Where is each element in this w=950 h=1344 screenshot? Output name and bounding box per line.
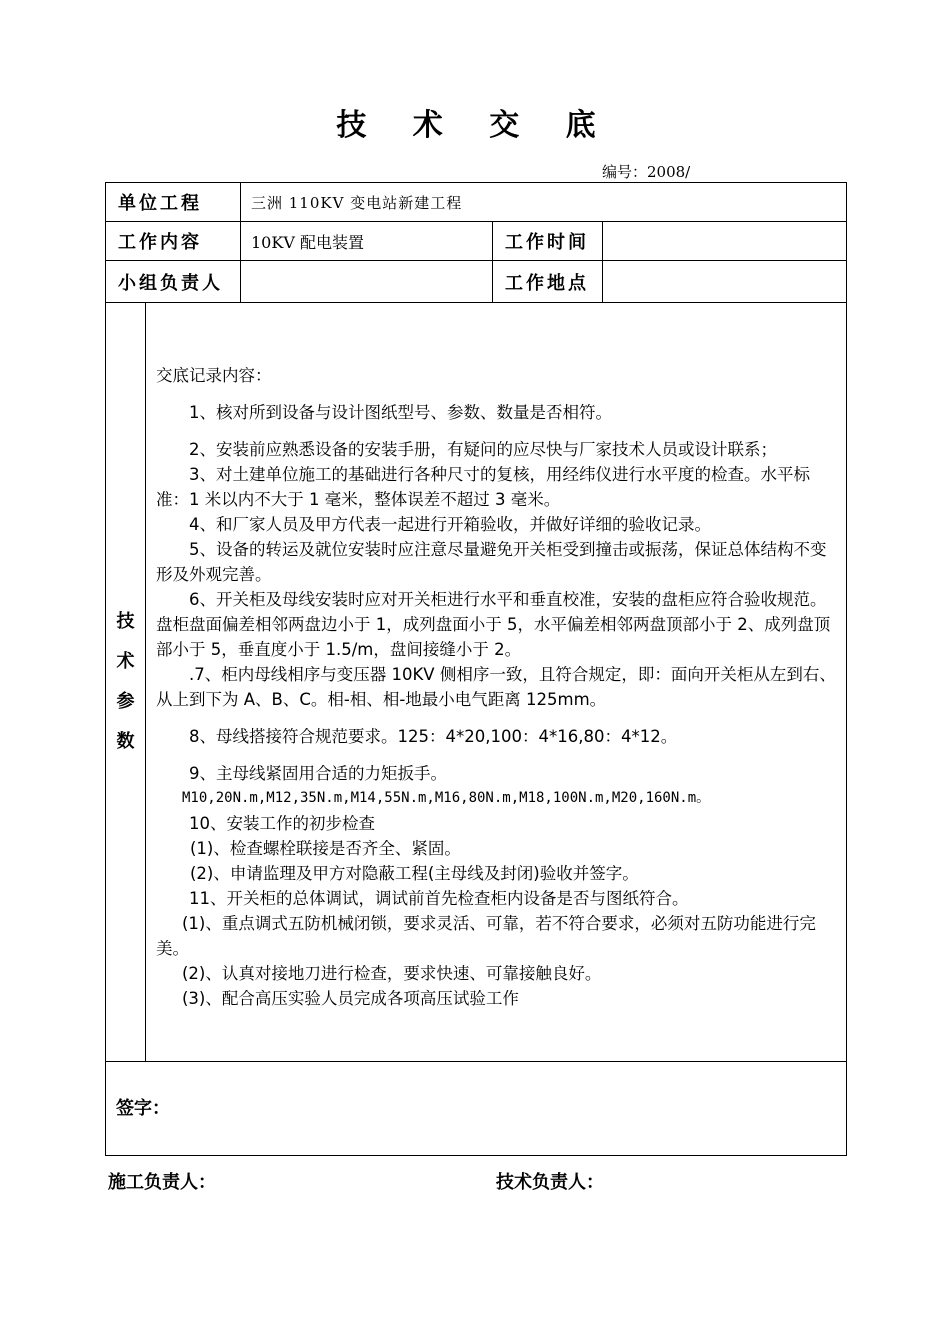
signature-row [106,1062,847,1156]
unit-row [106,183,847,222]
item-11-2: (2)、认真对接地刀进行检查，要求快速、可靠接触良好。 [182,964,602,983]
work-time-label: 工作时间 [493,222,603,261]
item-4: 4、和厂家人员及甲方代表一起进行开箱验收，并做好详细的验收记录。 [189,515,711,534]
unit-label: 单位工程 [106,183,241,222]
work-time-value [603,222,847,261]
item-6: 6、开关柜及母线安装时应对开关柜进行水平和垂直校准，安装的盘柜应符合验收规范。盘柜盘面偏差相邻两盘边小于 1，成列盘面小于 5，水平偏差相邻两盘顶部小于 2、成列盘顶部小于 5，垂直度小于 1.5/m，盘间接缝小于 2。 [156,590,831,659]
group-leader-row [106,261,847,303]
item-10-1: (1)、检查螺栓联接是否齐全、紧固。 [190,839,461,858]
item-11: 11、开关柜的总体调试，调试前首先检查柜内设备是否与图纸符合。 [189,889,689,908]
work-content-label: 工作内容 [106,222,241,261]
item-10-2: (2)、申请监理及甲方对隐蔽工程(主母线及封闭)验收并签字。 [190,864,639,883]
item-7: .7、柜内母线相序与变压器 10KV 侧相序一致，且符合规定，即：面向开关柜从左到右、从上到下为 A、B、C。相-相、相-地最小电气距离 125mm。 [156,665,836,709]
technical-parameters-row [106,303,847,1062]
item-5: 5、设备的转运及就位安装时应注意尽量避免开关柜受到撞击或振荡，保证总体结构不变形及外观完善。 [156,540,827,584]
item-8: 8、母线搭接符合规范要求。125：4*20,100：4*16,80：4*12。 [189,727,678,746]
work-place-value [603,261,847,303]
content-heading: 交底记录内容： [156,366,272,385]
item-9-torque-values: M10,20N.m,M12,35N.m,M14,55N.m,M16,80N.m,M18,100N.m,M20,160N.m。 [182,790,711,806]
work-content-value: 10KV 配电装置 [241,222,493,261]
signature-label: 签字： [106,1062,847,1156]
side-char: 技 [116,611,135,632]
document-number: 编号：2008/ [602,163,691,181]
item-10: 10、安装工作的初步检查 [189,814,375,833]
item-2: 2、安装前应熟悉设备的安装手册，有疑问的应尽快与厂家技术人员或设计联系； [189,440,777,459]
item-9: 9、主母线紧固用合适的力矩扳手。 [189,764,447,783]
disclosure-content [146,303,847,1062]
item-3: 3、对土建单位施工的基础进行各种尺寸的复核，用经纬仪进行水平度的检查。水平标准：1 米以内不大于 1 毫米，整体误差不超过 3 毫米。 [156,465,810,509]
item-11-1-text: (1)、重点调式五防机械闭锁，要求灵活、可靠，若不符合要求，必须对五防功能进行完美。 [156,914,816,958]
work-content-row [106,222,847,261]
group-leader-value [241,261,493,303]
unit-value: 三洲 110KV 变电站新建工程 [241,183,847,222]
construction-leader-label: 施工负责人： [108,1172,216,1193]
item-11-3: (3)、配合高压实验人员完成各项高压试验工作 [182,989,519,1008]
technical-parameters-label [106,303,146,1062]
disclosure-table [105,182,847,1156]
side-char: 参 [116,691,135,712]
item-11-1 [156,911,838,961]
work-place-label: 工作地点 [493,261,603,303]
group-leader-label: 小组负责人 [106,261,241,303]
item-1: 1、核对所到设备与设计图纸型号、参数、数量是否相符。 [189,403,612,422]
side-char: 数 [116,731,135,752]
side-char: 术 [116,651,135,672]
technical-leader-label: 技术负责人： [496,1172,604,1193]
document-title: 技 术 交 底 [336,108,614,143]
